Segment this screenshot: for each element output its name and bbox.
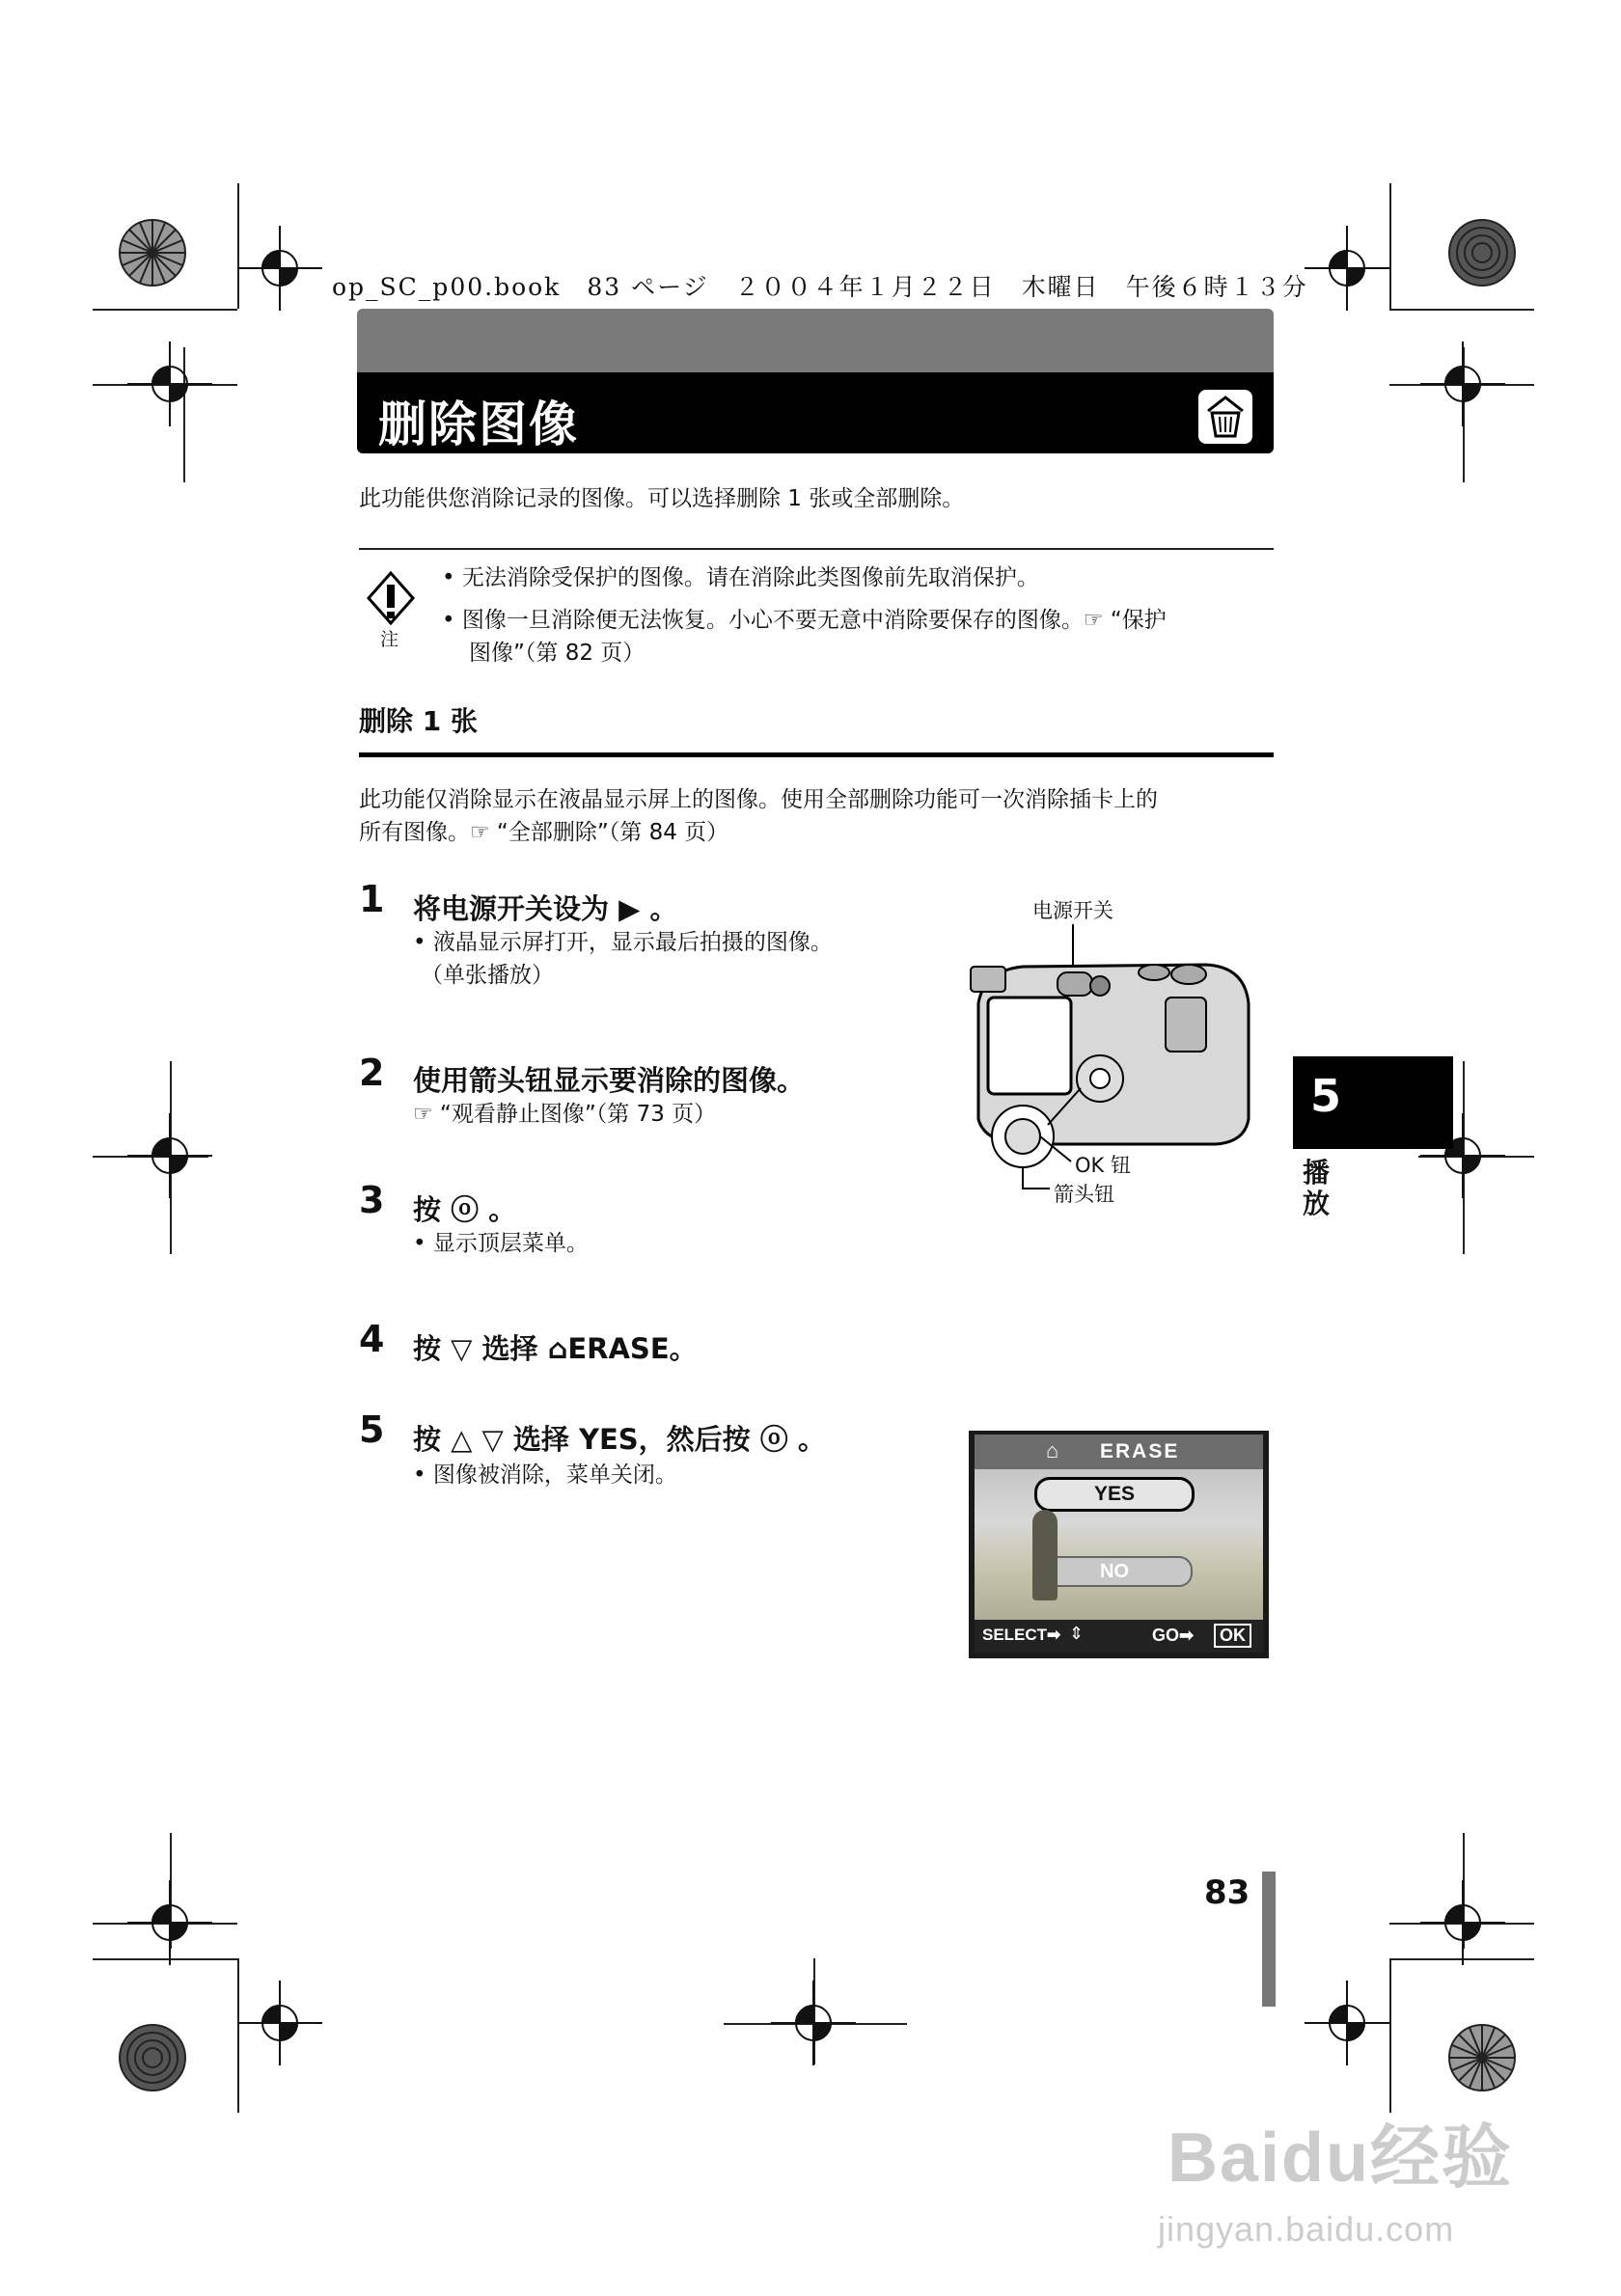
subsection-desc-1: 此功能仅消除显示在液晶显示屏上的图像。使用全部删除功能可一次消除插卡上的 bbox=[359, 787, 1158, 812]
note-divider bbox=[359, 548, 1274, 550]
step-1-sub-1: • 液晶显示屏打开，显示最后拍摄的图像。 bbox=[413, 930, 833, 955]
lcd-title: ERASE bbox=[1100, 1440, 1180, 1462]
note-label: 注 bbox=[380, 629, 399, 650]
chapter-number: 5 bbox=[1310, 1070, 1342, 1122]
subsection-desc-2: 所有图像。☞ “全部删除”（第 84 页） bbox=[359, 820, 729, 845]
chapter-label: 播放 bbox=[1303, 1157, 1331, 1219]
lcd-no-option[interactable] bbox=[1036, 1556, 1193, 1587]
chapter-tab bbox=[1293, 1056, 1453, 1149]
step-3-number: 3 bbox=[359, 1179, 385, 1221]
lcd-erase-screen bbox=[969, 1431, 1269, 1658]
step-5-sub-1: • 图像被消除，菜单关闭。 bbox=[413, 1462, 677, 1488]
title-bar-top bbox=[357, 309, 1274, 374]
lcd-footer-ok: OK bbox=[1214, 1624, 1251, 1648]
step-4-title: 按 ▽ 选择 ⌂ERASE。 bbox=[413, 1332, 698, 1365]
step-2-number: 2 bbox=[359, 1052, 385, 1094]
updown-arrow-icon: ⇕ bbox=[1069, 1624, 1085, 1643]
step-2-title: 使用箭头钮显示要消除的图像。 bbox=[413, 1064, 806, 1097]
step-3-title: 按 ⓞ 。 bbox=[413, 1193, 517, 1226]
page-number-bar bbox=[1262, 1872, 1276, 2007]
subsection-rule bbox=[359, 752, 1274, 757]
step-1-number: 1 bbox=[359, 878, 385, 920]
step-2-sub-1: ☞ “观看静止图像”（第 73 页） bbox=[413, 1102, 717, 1127]
step-5-title: 按 △ ▽ 选择 YES，然后按 ⓞ 。 bbox=[413, 1423, 826, 1456]
note-item-1: • 无法消除受保护的图像。请在消除此类图像前先取消保护。 bbox=[442, 565, 1039, 590]
watermark-url: jingyan.baidu.com bbox=[1158, 2209, 1455, 2249]
note-item-2: • 图像一旦消除便无法恢复。小心不要无意中消除要保存的图像。☞ “保护 bbox=[442, 608, 1167, 633]
step-5-number: 5 bbox=[359, 1408, 385, 1451]
camera-illustration bbox=[965, 916, 1254, 1206]
subsection-title: 删除 1 张 bbox=[359, 705, 478, 737]
lcd-erase-icon: ⌂ bbox=[1046, 1438, 1059, 1462]
book-header-line: op_SC_p00.book 83 ページ ２００４年１月２２日 木曜日 午後６時１３分 bbox=[332, 273, 1308, 301]
ok-button-label: OK 钮 bbox=[1075, 1154, 1131, 1177]
step-4-number: 4 bbox=[359, 1318, 385, 1360]
lcd-footer-select: SELECT➡ bbox=[982, 1626, 1061, 1644]
watermark-brand: Baidu经验 bbox=[1168, 2119, 1514, 2197]
section-title: 删除图像 bbox=[378, 396, 579, 452]
section-title-bar bbox=[357, 309, 1274, 453]
note-item-2-cont: 图像”（第 82 页） bbox=[469, 641, 646, 666]
caution-icon bbox=[365, 569, 417, 652]
lcd-yes-option[interactable] bbox=[1034, 1477, 1195, 1512]
arrow-button-label: 箭头钮 bbox=[1054, 1183, 1114, 1206]
lcd-tree bbox=[1032, 1510, 1058, 1600]
step-1-title: 将电源开关设为 ▶ 。 bbox=[413, 892, 678, 925]
erase-icon bbox=[1198, 390, 1252, 444]
section-intro: 此功能供您消除记录的图像。可以选择删除 1 张或全部删除。 bbox=[359, 486, 965, 511]
page-number: 83 bbox=[1204, 1873, 1250, 1912]
lcd-footer-go: GO➡ bbox=[1152, 1626, 1195, 1645]
step-1-sub-2: （单张播放） bbox=[421, 963, 554, 988]
power-switch-label: 电源开关 bbox=[1032, 899, 1113, 922]
lcd-no-label: NO bbox=[1100, 1561, 1129, 1582]
lcd-yes-label: YES bbox=[1093, 1483, 1136, 1505]
step-3-sub-1: • 显示顶层菜单。 bbox=[413, 1231, 589, 1256]
